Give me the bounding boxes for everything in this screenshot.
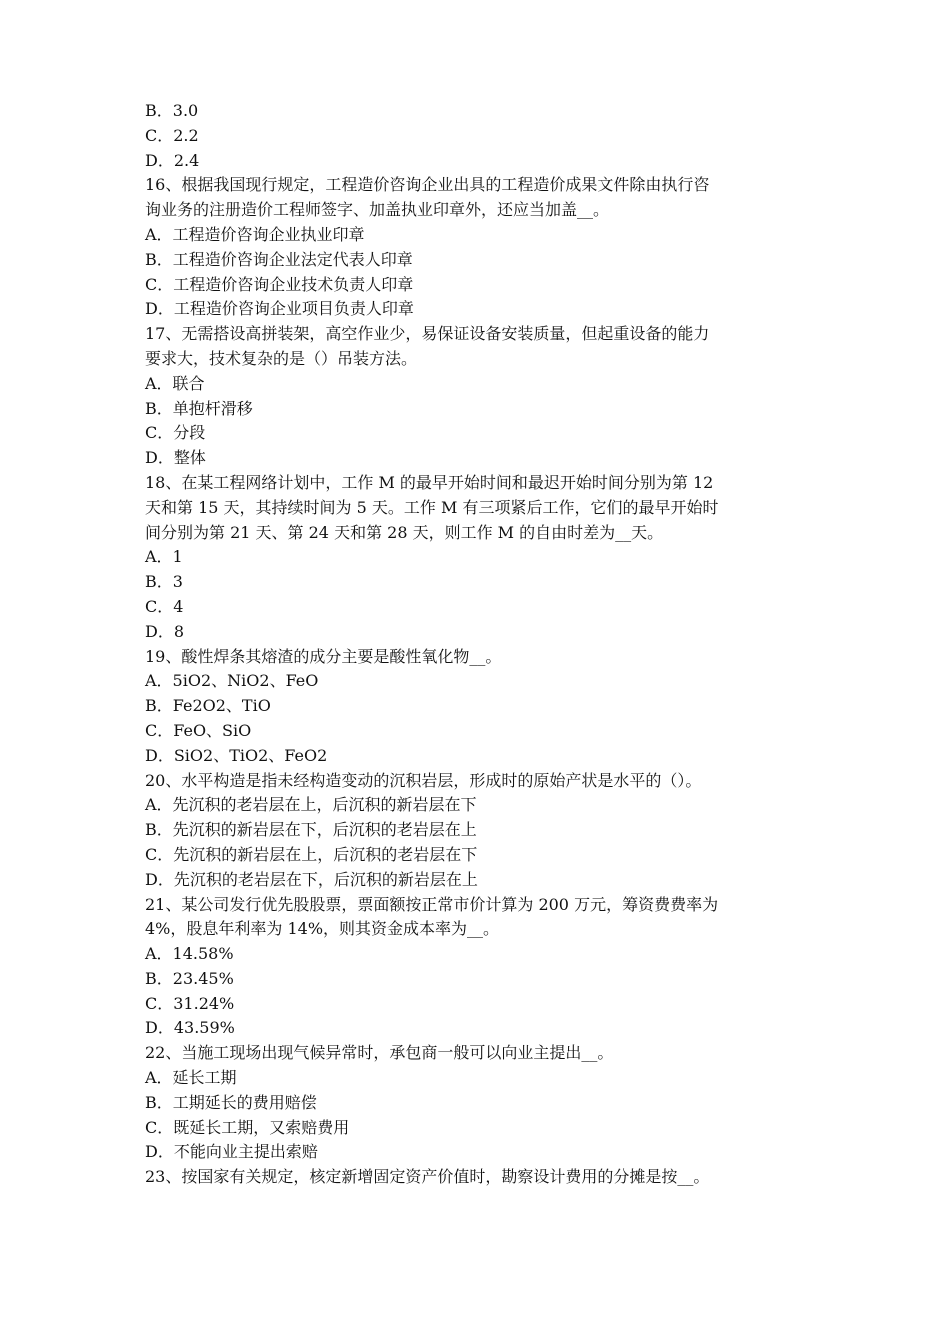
option-line: C．既延长工期，又索赔费用 (145, 1117, 350, 1137)
question-18-text: 天和第 15 天，其持续时间为 5 天。工作 M 有三项紧后工作，它们的最早开始时 (145, 497, 719, 517)
option-line: B．工期延长的费用赔偿 (145, 1092, 317, 1112)
option-line: B．先沉积的新岩层在下，后沉积的老岩层在上 (145, 820, 477, 840)
option-line: B．3.0 (145, 101, 199, 120)
option-line: D．SiO2、TiO2、FeO2 (145, 745, 328, 765)
option-line: C．31.24% (145, 993, 235, 1013)
question-23-text: 23、按国家有关规定，核定新增固定资产价值时，勘察设计费用的分摊是按__。 (145, 1167, 710, 1187)
option-line: B．工程造价咨询企业法定代表人印章 (145, 249, 413, 269)
question-20-text: 20、水平构造是指未经构造变动的沉积岩层，形成时的原始产状是水平的（）。 (145, 770, 702, 790)
option-line: B．23.45% (145, 968, 234, 988)
option-line: B．3 (145, 572, 183, 592)
option-line: A．先沉积的老岩层在上，后沉积的新岩层在下 (145, 795, 477, 815)
option-line: A．5iO2、NiO2、FeO (145, 671, 319, 691)
question-19-text: 19、酸性焊条其熔渣的成分主要是酸性氧化物__。 (145, 646, 502, 666)
question-17-text: 17、无需搭设高拼装架，高空作业少，易保证设备安装质量，但起重设备的能力 (145, 324, 710, 344)
option-line: C．分段 (145, 423, 206, 443)
option-line: A．联合 (145, 373, 205, 393)
option-line: C．工程造价咨询企业技术负责人印章 (145, 274, 414, 294)
question-16-text: 询业务的注册造价工程师签字、加盖执业印章外，还应当加盖__。 (145, 200, 610, 220)
option-line: D．整体 (145, 448, 206, 468)
option-line: A．14.58% (145, 944, 234, 964)
option-line: A．延长工期 (145, 1068, 237, 1088)
option-line: C．2.2 (145, 125, 199, 145)
question-21-text: 21、某公司发行优先股股票，票面额按正常市价计算为 200 万元，筹资费费率为 (145, 894, 719, 914)
question-18-text: 18、在某工程网络计划中，工作 M 的最早开始时间和最迟开始时间分别为第 12 (145, 472, 714, 492)
option-line: D．43.59% (145, 1018, 235, 1038)
question-16-text: 16、根据我国现行规定，工程造价咨询企业出具的工程造价成果文件除由执行咨 (145, 175, 710, 195)
option-line: D．8 (145, 621, 185, 641)
question-18-text: 间分别为第 21 天、第 24 天和第 28 天，则工作 M 的自由时差为__天。 (145, 522, 664, 542)
question-21-text: 4%，股息年利率为 14%，则其资金成本率为__。 (145, 919, 500, 939)
option-line: B．Fe2O2、TiO (145, 696, 271, 716)
question-22-text: 22、当施工现场出现气候异常时，承包商一般可以向业主提出__。 (145, 1043, 614, 1063)
option-line: A．1 (145, 547, 183, 567)
option-line: D．工程造价咨询企业项目负责人印章 (145, 299, 414, 319)
option-line: C．4 (145, 596, 184, 616)
option-line: B．单抱杆滑移 (145, 398, 253, 418)
question-17-text: 要求大，技术复杂的是（）吊装方法。 (145, 348, 418, 368)
option-line: D．先沉积的老岩层在下，后沉积的新岩层在上 (145, 869, 478, 889)
document-page (145, 99, 820, 1190)
option-line: C．先沉积的新岩层在上，后沉积的老岩层在下 (145, 844, 478, 864)
option-line: D．不能向业主提出索赔 (145, 1142, 318, 1162)
option-line: D．2.4 (145, 150, 200, 170)
option-line: A．工程造价咨询企业执业印章 (145, 224, 365, 244)
option-line: C．FeO、SiO (145, 720, 252, 740)
